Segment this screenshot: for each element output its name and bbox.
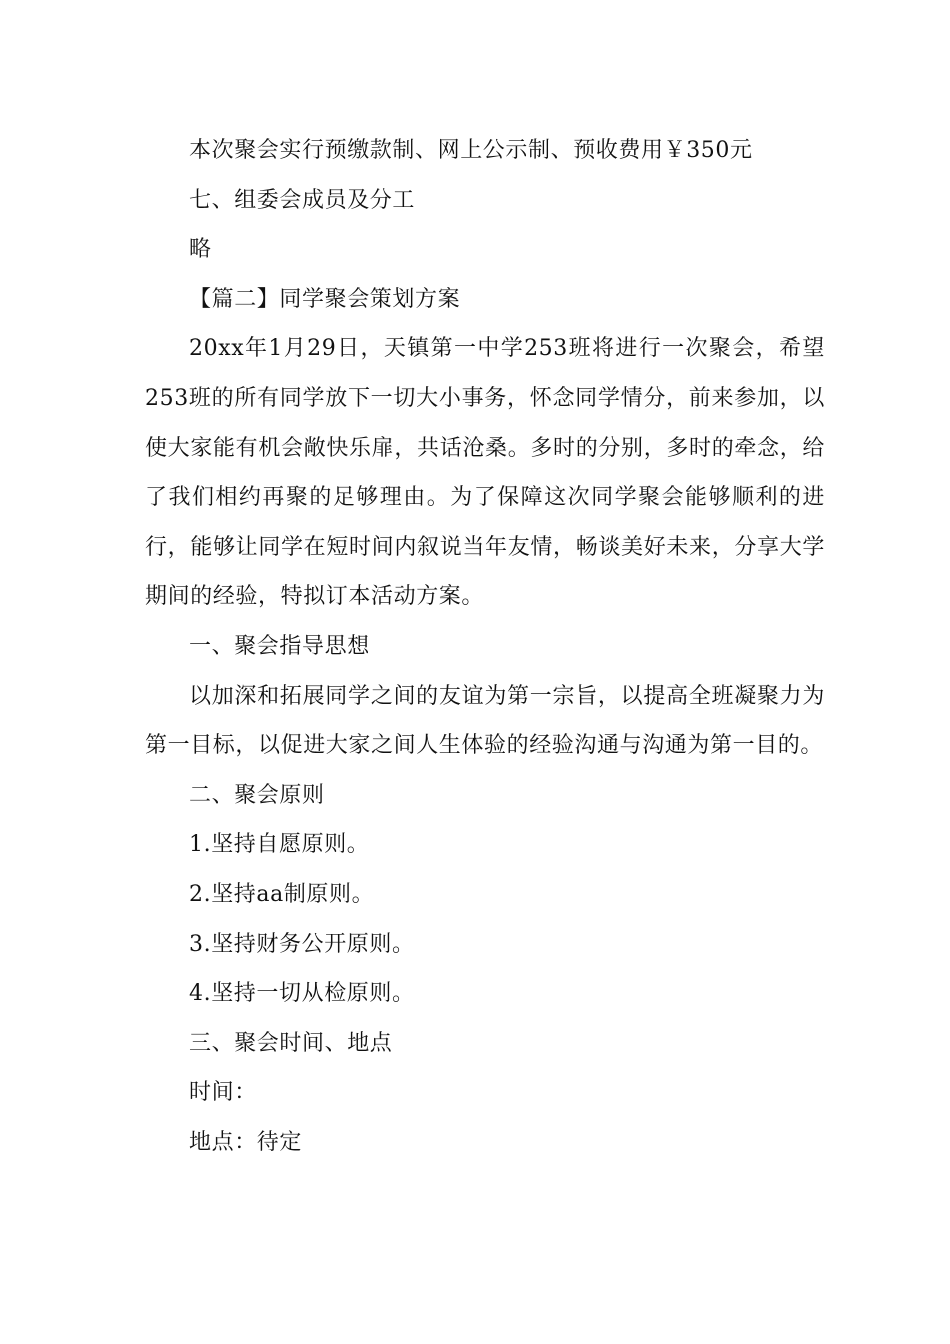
- fee-policy-paragraph: 本次聚会实行预缴款制、网上公示制、预收费用￥350元: [189, 138, 753, 163]
- section-seven-heading: 七、组委会成员及分工: [189, 187, 416, 213]
- part-two-title: 【篇二】同学聚会策划方案: [189, 286, 461, 312]
- location-line: 地点：待定: [189, 1129, 303, 1155]
- section-two-heading: 二、聚会原则: [189, 782, 325, 808]
- principle-item-2: 2.坚持aa制原则。: [189, 881, 375, 907]
- document-body: [145, 126, 825, 1167]
- time-line: 时间：: [189, 1080, 257, 1106]
- principle-item-1: 1.坚持自愿原则。: [189, 832, 370, 858]
- section-one-body: 以加深和拓展同学之间的友谊为第一宗旨，以提高全班凝聚力为第一目标，以促进大家之间人生体验的经验沟通与沟通为第一目的。: [145, 683, 825, 759]
- section-three-heading: 三、聚会时间、地点: [189, 1030, 393, 1056]
- intro-paragraph: 20xx年1月29日，天镇第一中学253班将进行一次聚会，希望253班的所有同学放下一切大小事务，怀念同学情分，前来参加，以使大家能有机会敞快乐扉，共话沧桑。多时的分别，多时的牵念，给了我们相约再聚的足够理由。为了保障这次同学聚会能够顺利的进行，能够让同学在短时间内叙说当年友情，畅谈美好未来，分享大学期间的经验，特拟订本活动方案。: [145, 336, 825, 610]
- principle-item-4: 4.坚持一切从检原则。: [189, 981, 415, 1007]
- section-seven-body: 略: [189, 237, 212, 263]
- principle-item-3: 3.坚持财务公开原则。: [189, 931, 415, 957]
- section-one-heading: 一、聚会指导思想: [189, 633, 370, 659]
